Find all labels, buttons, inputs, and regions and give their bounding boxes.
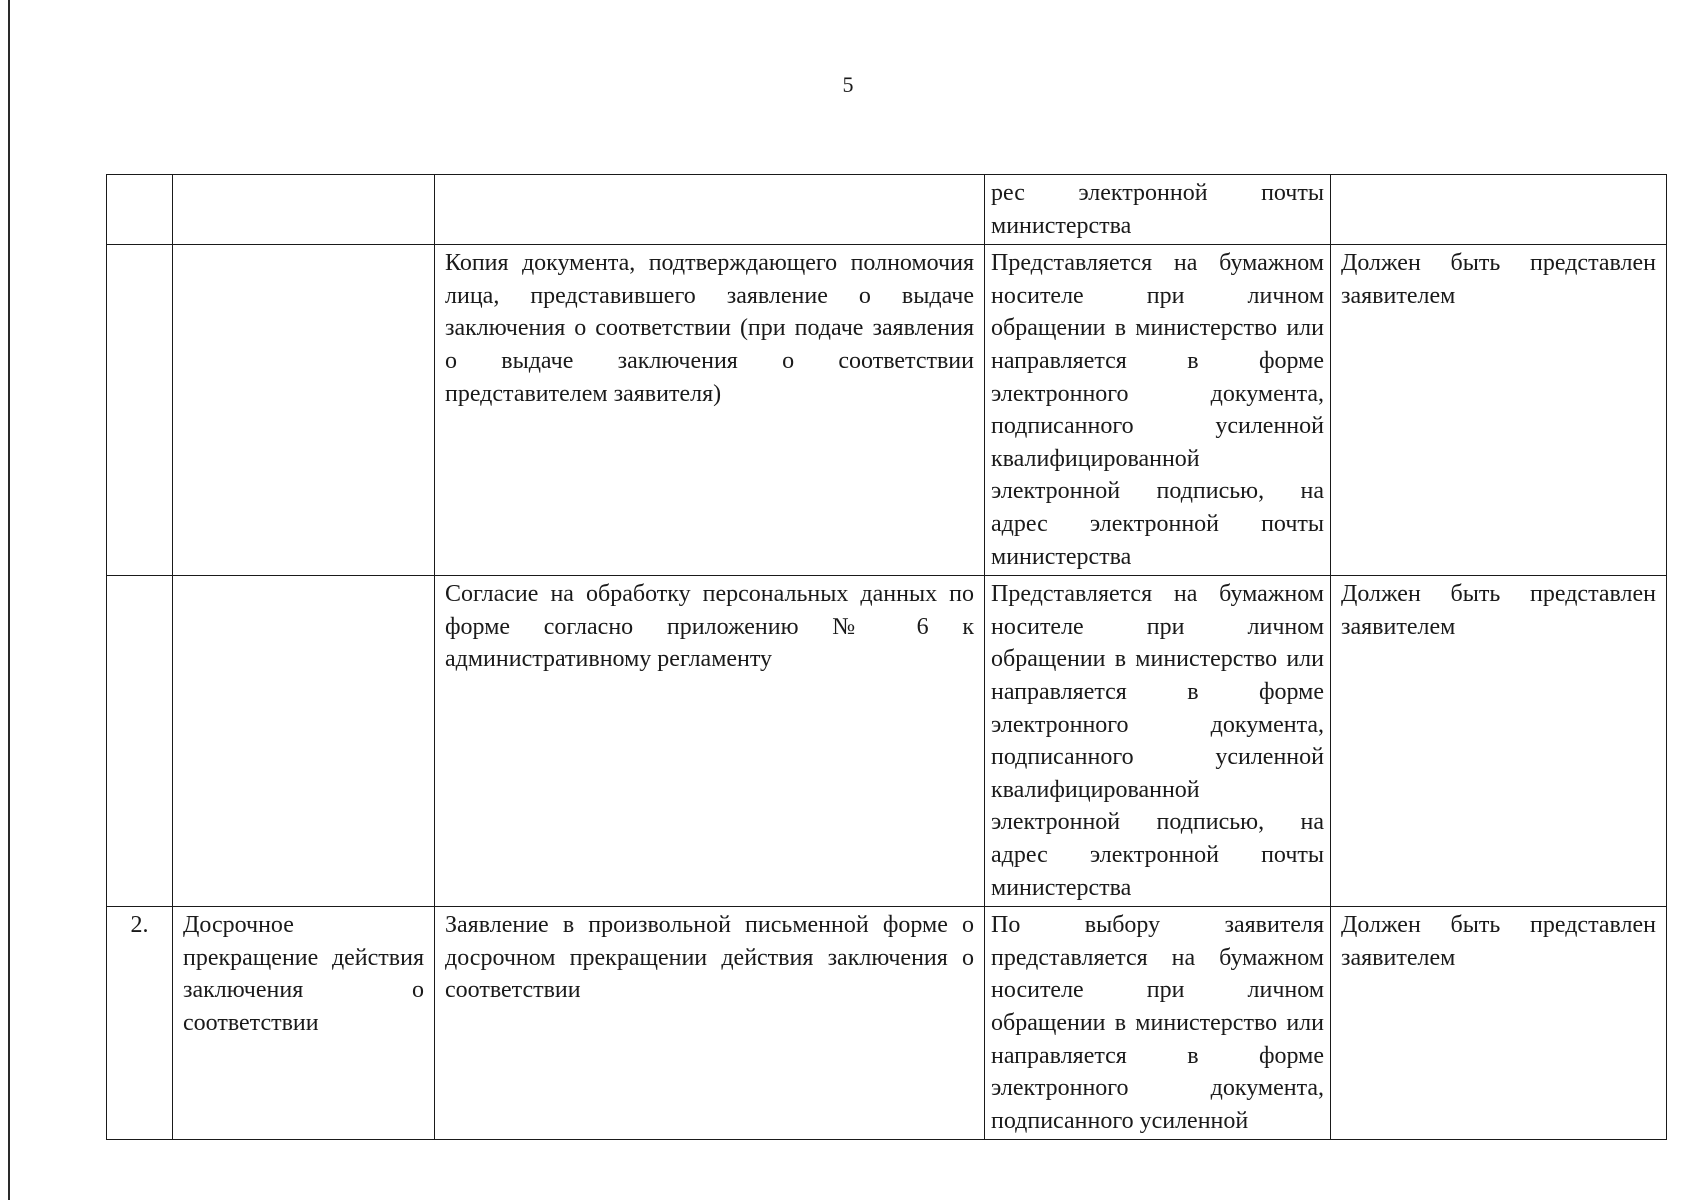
note-cell: Должен быть представлен заявителем <box>1331 245 1667 576</box>
service-cell: Досрочное прекращение действия заключения о соответствии <box>173 907 435 1140</box>
service-cell <box>173 576 435 907</box>
document-cell <box>435 175 985 245</box>
note-cell <box>1331 175 1667 245</box>
service-cell <box>173 245 435 576</box>
page-number: 5 <box>842 72 854 97</box>
method-cell: рес электронной почты министерства <box>985 175 1331 245</box>
table-row <box>107 576 1667 907</box>
document-cell: Копия документа, подтверждающего полномочия лица, представившего заявление о выдаче заключения о соответствии (при подаче заявления о выдаче заключения о соответствии представителем заявителя) <box>435 245 985 576</box>
method-cell: Представляется на бумажном носителе при личном обращении в министерство или направляется в форме электронного документа, подписанного усиленной квалифицированной электронной подписью, на адрес электронной почты министерства <box>985 245 1331 576</box>
note-cell: Должен быть представлен заявителем <box>1331 576 1667 907</box>
service-cell <box>173 175 435 245</box>
table-row <box>107 245 1667 576</box>
row-number-cell <box>107 175 173 245</box>
method-cell: Представляется на бумажном носителе при личном обращении в министерство или направляется в форме электронного документа, подписанного усиленной квалифицированной электронной подписью, на адрес электронной почты министерства <box>985 576 1331 907</box>
method-cell: По выбору заявителя представляется на бумажном носителе при личном обращении в министерство или направляется в форме электронного документа, подписанного усиленной <box>985 907 1331 1140</box>
note-cell: Должен быть представлен заявителем <box>1331 907 1667 1140</box>
row-number-cell <box>107 576 173 907</box>
row-number-cell <box>107 245 173 576</box>
document-cell: Согласие на обработку персональных данных по форме согласно приложению № 6 к административному регламенту <box>435 576 985 907</box>
requirements-table <box>106 174 1667 1140</box>
scan-edge-line <box>8 0 10 1200</box>
table-row <box>107 907 1667 1140</box>
document-cell: Заявление в произвольной письменной форме о досрочном прекращении действия заключения о соответствии <box>435 907 985 1140</box>
table-row <box>107 175 1667 245</box>
row-number-cell: 2. <box>107 907 173 1140</box>
